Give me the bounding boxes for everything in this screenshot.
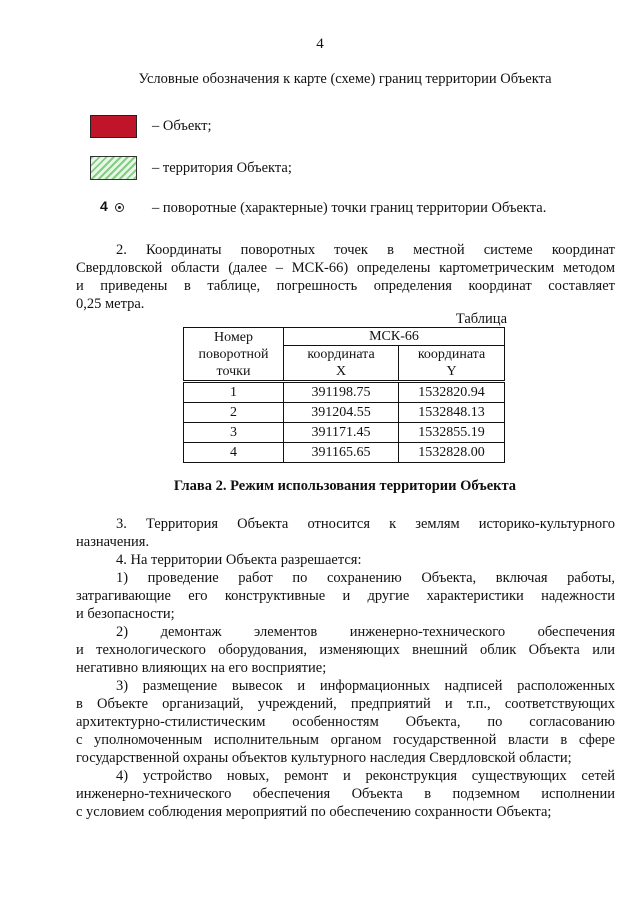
cell-number: 3 <box>184 423 284 443</box>
p2-line: Свердловской области (далее – МСК-66) определены картометрическим методом <box>76 260 615 276</box>
p2-line: 2. Координаты поворотных точек в местной системе координат <box>116 242 615 258</box>
cell-number: 4 <box>184 443 284 463</box>
header-x <box>284 346 399 382</box>
body-text <box>76 515 615 821</box>
cell-y: 1532855.19 <box>399 423 505 443</box>
body-line: с условием соблюдения мероприятий по обеспечению сохранности Объекта; <box>76 804 552 820</box>
legend-title: Условные обозначения к карте (схеме) границ территории Объекта <box>138 71 552 87</box>
paragraph-2 <box>76 241 615 313</box>
body-line: 1) проведение работ по сохранению Объекта, включая работы, <box>116 570 615 586</box>
header-line: координата <box>307 347 375 362</box>
header-line: точки <box>216 363 251 379</box>
header-line: поворотной <box>198 346 269 362</box>
chapter-title: Глава 2. Режим использования территории Объекта <box>173 478 517 494</box>
p2-line: и приведены в таблице, погрешность определения координат составляет <box>76 278 615 294</box>
cell-y: 1532828.00 <box>399 443 505 463</box>
header-msk66: МСК-66 <box>284 328 505 346</box>
header-line: координата <box>417 347 486 362</box>
header-line: Номер <box>214 329 253 345</box>
body-line: затрагивающие его конструктивные и другие характеристики надежности <box>76 588 615 604</box>
page-number: 4 <box>316 36 324 52</box>
body-line: 4) устройство новых, ремонт и реконструкция существующих сетей <box>116 768 615 784</box>
body-line: и технологического оборудования, изменяющих внешний облик Объекта или <box>76 642 615 658</box>
body-line: в Объекте организаций, учреждений, предприятий и т.п., соответствующих <box>76 696 615 712</box>
object-swatch <box>90 115 137 138</box>
body-line: назначения. <box>76 534 150 550</box>
body-line: 4. На территории Объекта разрешается: <box>116 552 362 568</box>
table-row <box>184 443 505 463</box>
body-line: архитектурно-стилистическим особенностям Объекта, по согласованию <box>76 714 615 730</box>
cell-number: 1 <box>184 382 284 403</box>
table-row <box>184 423 505 443</box>
body-line: 2) демонтаж элементов инженерно-технического обеспечения <box>116 624 615 640</box>
legend-territory-label: – территория Объекта; <box>152 160 292 176</box>
body-line: инженерно-технического обеспечения Объекта в подземном исполнении <box>76 786 615 802</box>
table-row <box>184 403 505 423</box>
territory-swatch <box>90 156 137 180</box>
cell-x: 391204.55 <box>284 403 399 423</box>
header-y <box>399 346 505 382</box>
cell-number: 2 <box>184 403 284 423</box>
header-point-number <box>184 328 284 382</box>
header-line: X <box>335 364 347 379</box>
cell-y: 1532848.13 <box>399 403 505 423</box>
cell-x: 391171.45 <box>284 423 399 443</box>
header-line: Y <box>446 364 457 379</box>
point-symbol-number: 4 <box>100 198 108 214</box>
cell-x: 391198.75 <box>284 382 399 403</box>
body-line: и безопасности; <box>76 606 175 622</box>
turning-point-icon <box>115 203 124 212</box>
legend-object-label: – Объект; <box>152 118 212 134</box>
body-line: с уполномоченным исполнительным органом государственной власти в сфере <box>76 732 615 748</box>
table-row <box>184 382 505 403</box>
p2-line: 0,25 метра. <box>76 296 145 312</box>
body-line: 3. Территория Объекта относится к землям историко-культурного <box>116 516 615 532</box>
body-line: негативно влияющих на его восприятие; <box>76 660 327 676</box>
legend-points-label: – поворотные (характерные) точки границ территории Объекта. <box>152 200 547 216</box>
body-line: государственной охраны объектов культурного наследия Свердловской области; <box>76 750 572 766</box>
cell-y: 1532820.94 <box>399 382 505 403</box>
cell-x: 391165.65 <box>284 443 399 463</box>
table-caption: Таблица <box>455 311 507 327</box>
coordinates-table <box>183 327 505 463</box>
body-line: 3) размещение вывесок и информационных надписей расположенных <box>116 678 615 694</box>
